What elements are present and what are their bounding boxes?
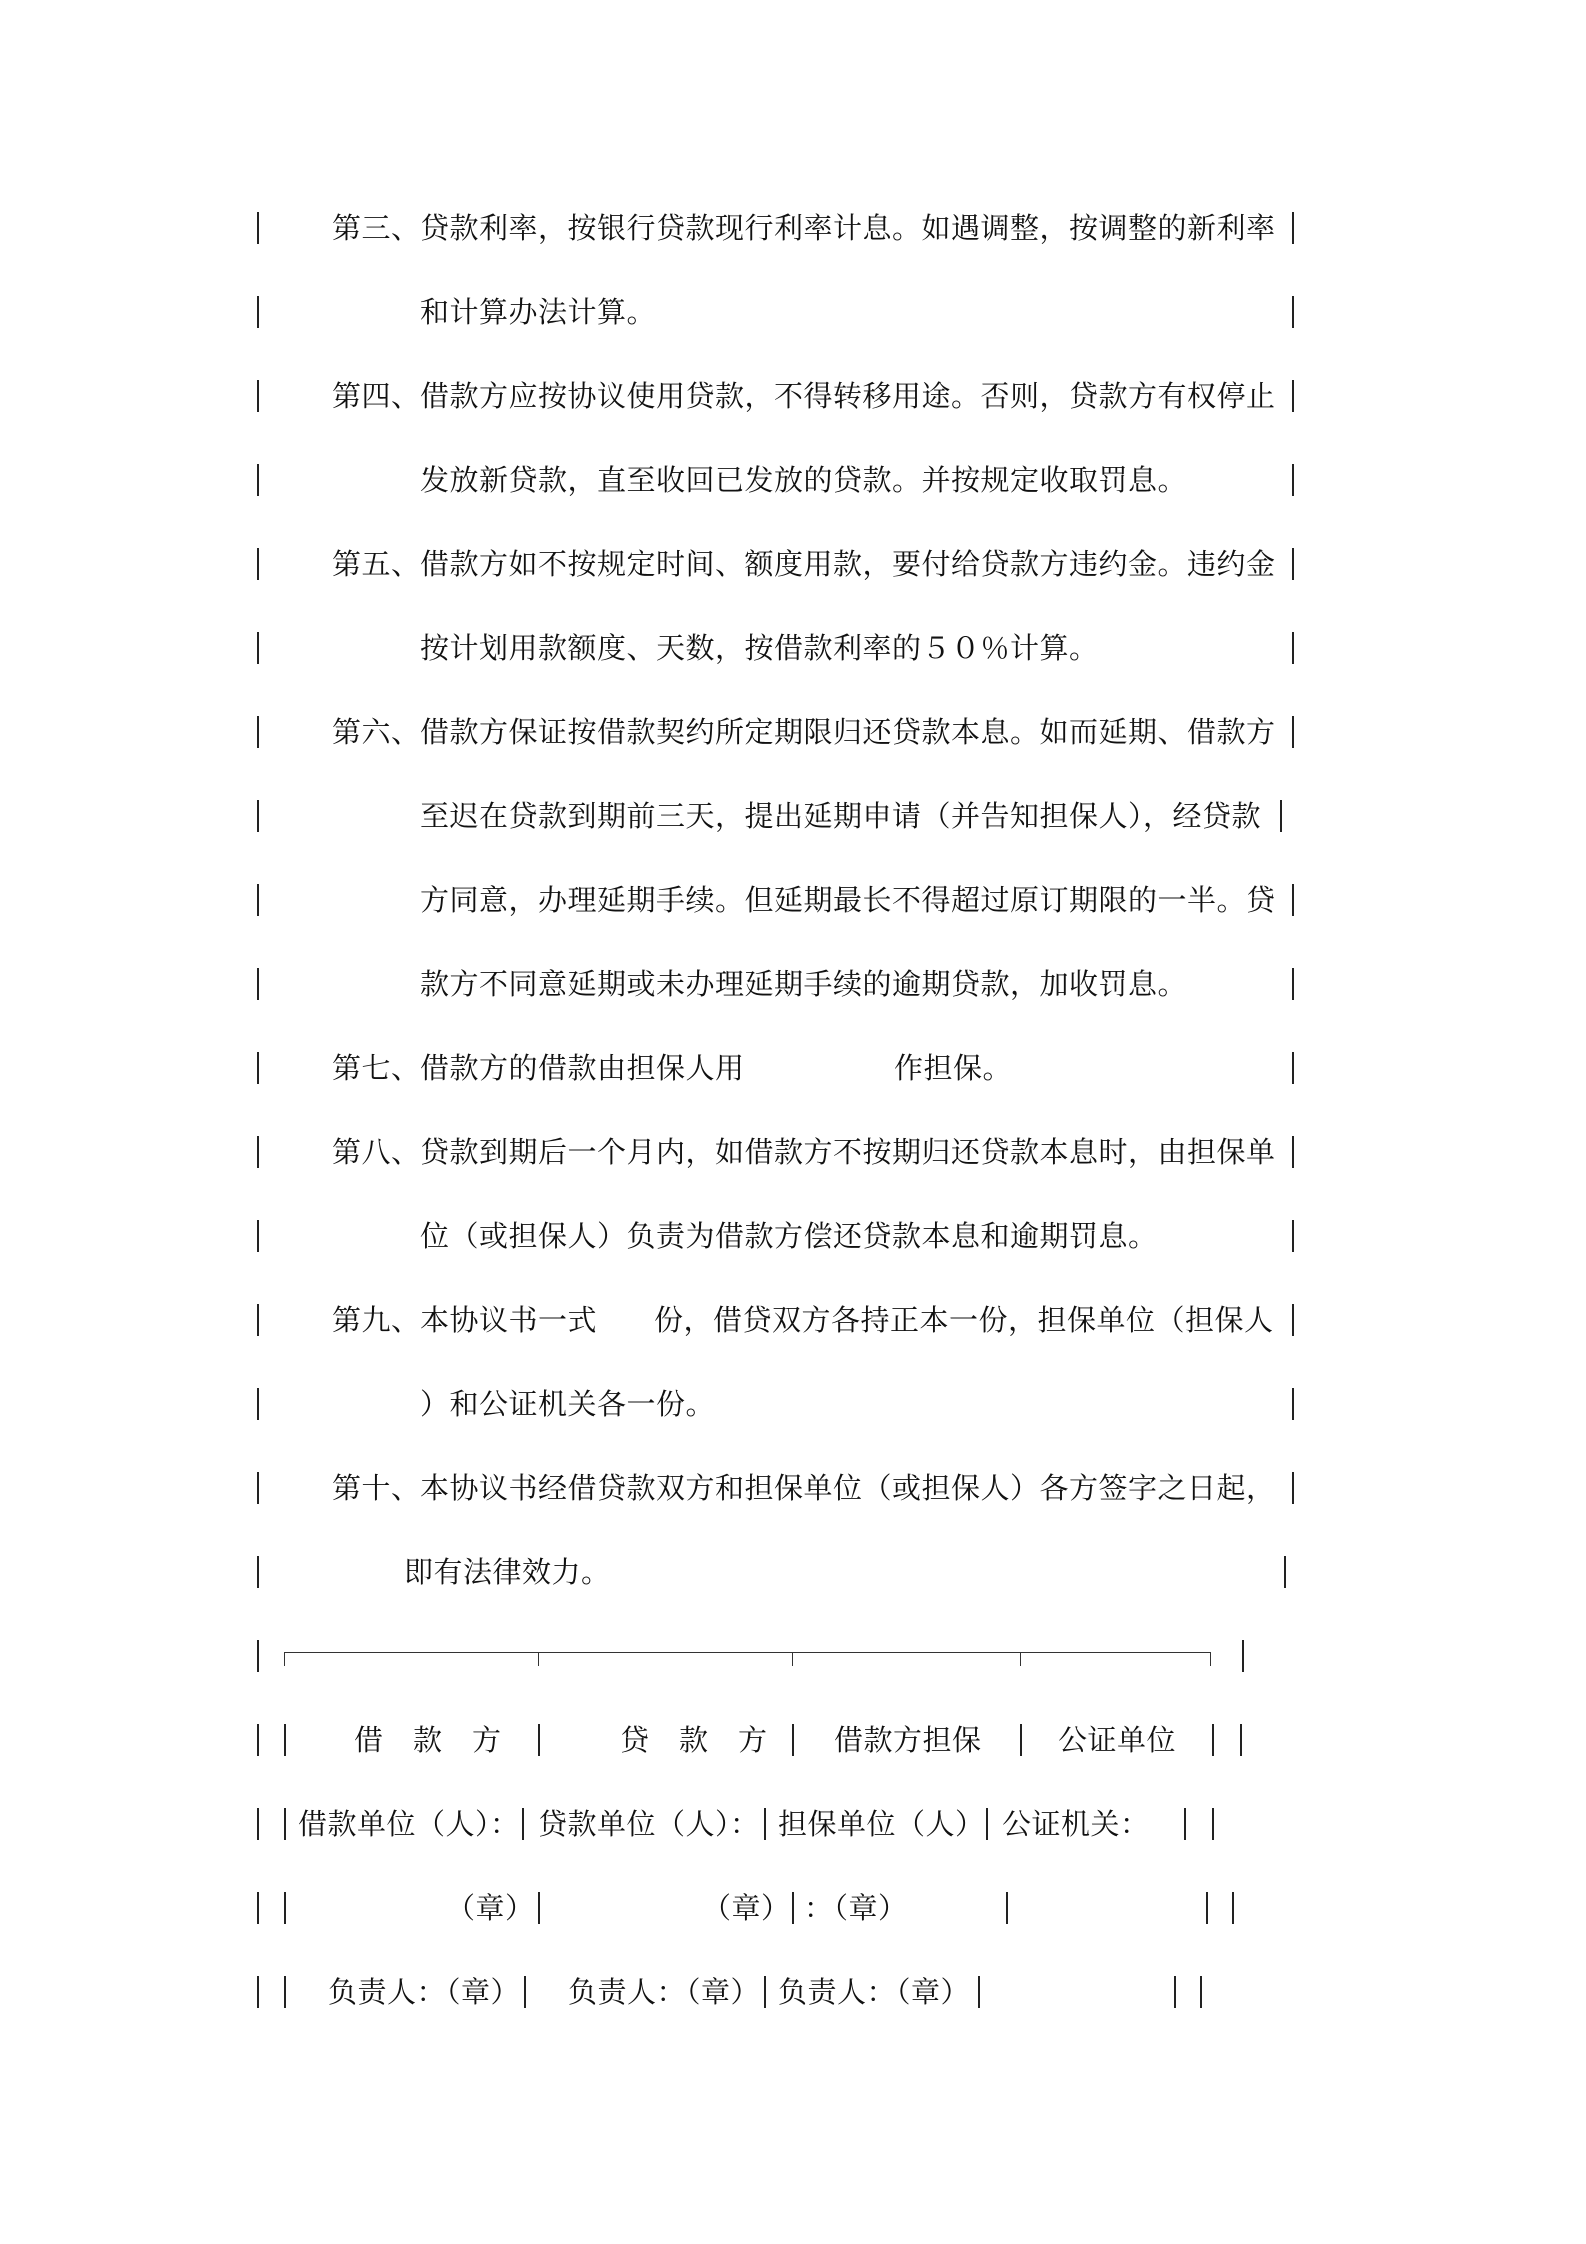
cell-border [522,1808,524,1840]
clause-number: 第八、 [332,1135,421,1169]
clause-text: 借款方的借款由担保人用 [420,1051,745,1085]
cell-border [764,1976,766,2008]
borrower-seal: （章） [446,1891,535,1925]
cell-border [284,1892,286,1924]
margin-bar [1240,1724,1242,1756]
margin-bar [1292,1472,1294,1504]
clause-number: 第十、 [332,1471,421,1505]
margin-bar [257,212,259,244]
cell-border [792,1892,794,1924]
clause-number: 第六、 [332,715,421,749]
margin-bar [257,800,259,832]
margin-bar [257,1472,259,1504]
margin-bar [1292,380,1294,412]
lender-seal: （章） [702,1891,791,1925]
margin-bar [1292,464,1294,496]
margin-bar [1292,1052,1294,1084]
margin-bar [1292,1388,1294,1420]
margin-bar [257,1724,259,1756]
table-tick [1210,1652,1211,1666]
margin-bar [1232,1892,1234,1924]
cell-border [978,1976,980,2008]
margin-bar [1292,296,1294,328]
guarantor-person-in-charge: 负责人：（章） [778,1975,971,2009]
guarantor-seal: ：（章） [804,1891,908,1925]
margin-bar [257,716,259,748]
clause-text: 借款方应按协议使用贷款，不得转移用途。否则，贷款方有权停止 [420,379,1276,413]
margin-bar [1212,1808,1214,1840]
clause-number: 第四、 [332,379,421,413]
margin-bar [257,1304,259,1336]
clause-number: 第九、 [332,1303,421,1337]
margin-bar [257,1640,259,1672]
cell-border [284,1808,286,1840]
clause-text: 本协议书一式 [420,1303,598,1337]
cell-border [538,1892,540,1924]
cell-border [986,1808,988,1840]
clause-number: 第七、 [332,1051,421,1085]
margin-bar [257,1976,259,2008]
margin-bar [257,1388,259,1420]
guarantor-unit-label: 担保单位（人） [778,1807,985,1841]
header-borrower: 借 款 方 [354,1723,502,1757]
cell-border [1206,1892,1208,1924]
table-tick [792,1652,793,1666]
clause-text: 款方不同意延期或未办理延期手续的逾期贷款，加收罚息。 [420,967,1188,1001]
cell-border [524,1976,526,2008]
margin-bar [1292,968,1294,1000]
cell-border [1184,1808,1186,1840]
margin-bar [257,1220,259,1252]
cell-border [764,1808,766,1840]
clause-text: 贷款利率，按银行贷款现行利率计息。如遇调整，按调整的新利率 [420,211,1276,245]
header-guarantor: 借款方担保 [834,1723,982,1757]
margin-bar [257,1136,259,1168]
header-lender: 贷 款 方 [620,1723,768,1757]
margin-bar [1292,212,1294,244]
margin-bar [1200,1976,1202,2008]
margin-bar [1292,632,1294,664]
clause-text: 发放新贷款，直至收回已发放的贷款。并按规定收取罚息。 [420,463,1188,497]
margin-bar [257,464,259,496]
margin-bar [257,1808,259,1840]
cell-border [1212,1724,1214,1756]
cell-border [1020,1724,1022,1756]
clause-text: 即有法律效力。 [404,1555,611,1589]
clause-number: 第五、 [332,547,421,581]
lender-person-in-charge: 负责人：（章） [568,1975,761,2009]
margin-bar [257,548,259,580]
clause-text: 位（或担保人）负责为借款方偿还贷款本息和逾期罚息。 [420,1219,1158,1253]
margin-bar [1242,1640,1244,1672]
borrower-person-in-charge: 负责人：（章） [328,1975,521,2009]
clause-text: 借款方如不按规定时间、额度用款，要付给贷款方违约金。违约金 [420,547,1276,581]
borrower-unit-label: 借款单位（人）： [298,1807,520,1841]
clause-text: 份，借贷双方各持正本一份，担保单位（担保人 [654,1303,1274,1337]
margin-bar [257,632,259,664]
margin-bar [257,968,259,1000]
clause-text: 方同意，办理延期手续。但延期最长不得超过原订期限的一半。贷 [420,883,1276,917]
margin-bar [1292,884,1294,916]
cell-border [284,1724,286,1756]
clause-text: ）和公证机关各一份。 [420,1387,716,1421]
margin-bar [1292,716,1294,748]
clause-text: 至迟在贷款到期前三天，提出延期申请（并告知担保人），经贷款 [420,799,1262,833]
clause-text: 作担保。 [894,1051,1013,1085]
clause-text: 贷款到期后一个月内，如借款方不按期归还贷款本息时，由担保单 [420,1135,1276,1169]
cell-border [1006,1892,1008,1924]
cell-border [284,1976,286,2008]
cell-border [792,1724,794,1756]
table-tick [1020,1652,1021,1666]
margin-bar [1292,548,1294,580]
margin-bar [1292,1136,1294,1168]
clause-text: 本协议书经借贷款双方和担保单位（或担保人）各方签字之日起， [420,1471,1276,1505]
clause-text: 按计划用款额度、天数，按借款利率的５０％计算。 [420,631,1099,665]
table-top-border [284,1652,1210,1653]
cell-border [538,1724,540,1756]
clause-text: 借款方保证按借款契约所定期限归还贷款本息。如而延期、借款方 [420,715,1276,749]
margin-bar [1292,1220,1294,1252]
margin-bar [257,884,259,916]
notary-unit-label: 公证机关： [1002,1807,1150,1841]
table-tick [538,1652,539,1666]
margin-bar [1292,1304,1294,1336]
margin-bar [257,1556,259,1588]
table-tick [284,1652,285,1666]
margin-bar [257,380,259,412]
lender-unit-label: 贷款单位（人）： [538,1807,760,1841]
margin-bar [257,296,259,328]
margin-bar [1284,1556,1286,1588]
margin-bar [257,1052,259,1084]
clause-text: 和计算办法计算。 [420,295,657,329]
header-notary: 公证单位 [1058,1723,1177,1757]
margin-bar [257,1892,259,1924]
margin-bar [1280,800,1282,832]
clause-number: 第三、 [332,211,421,245]
cell-border [1174,1976,1176,2008]
